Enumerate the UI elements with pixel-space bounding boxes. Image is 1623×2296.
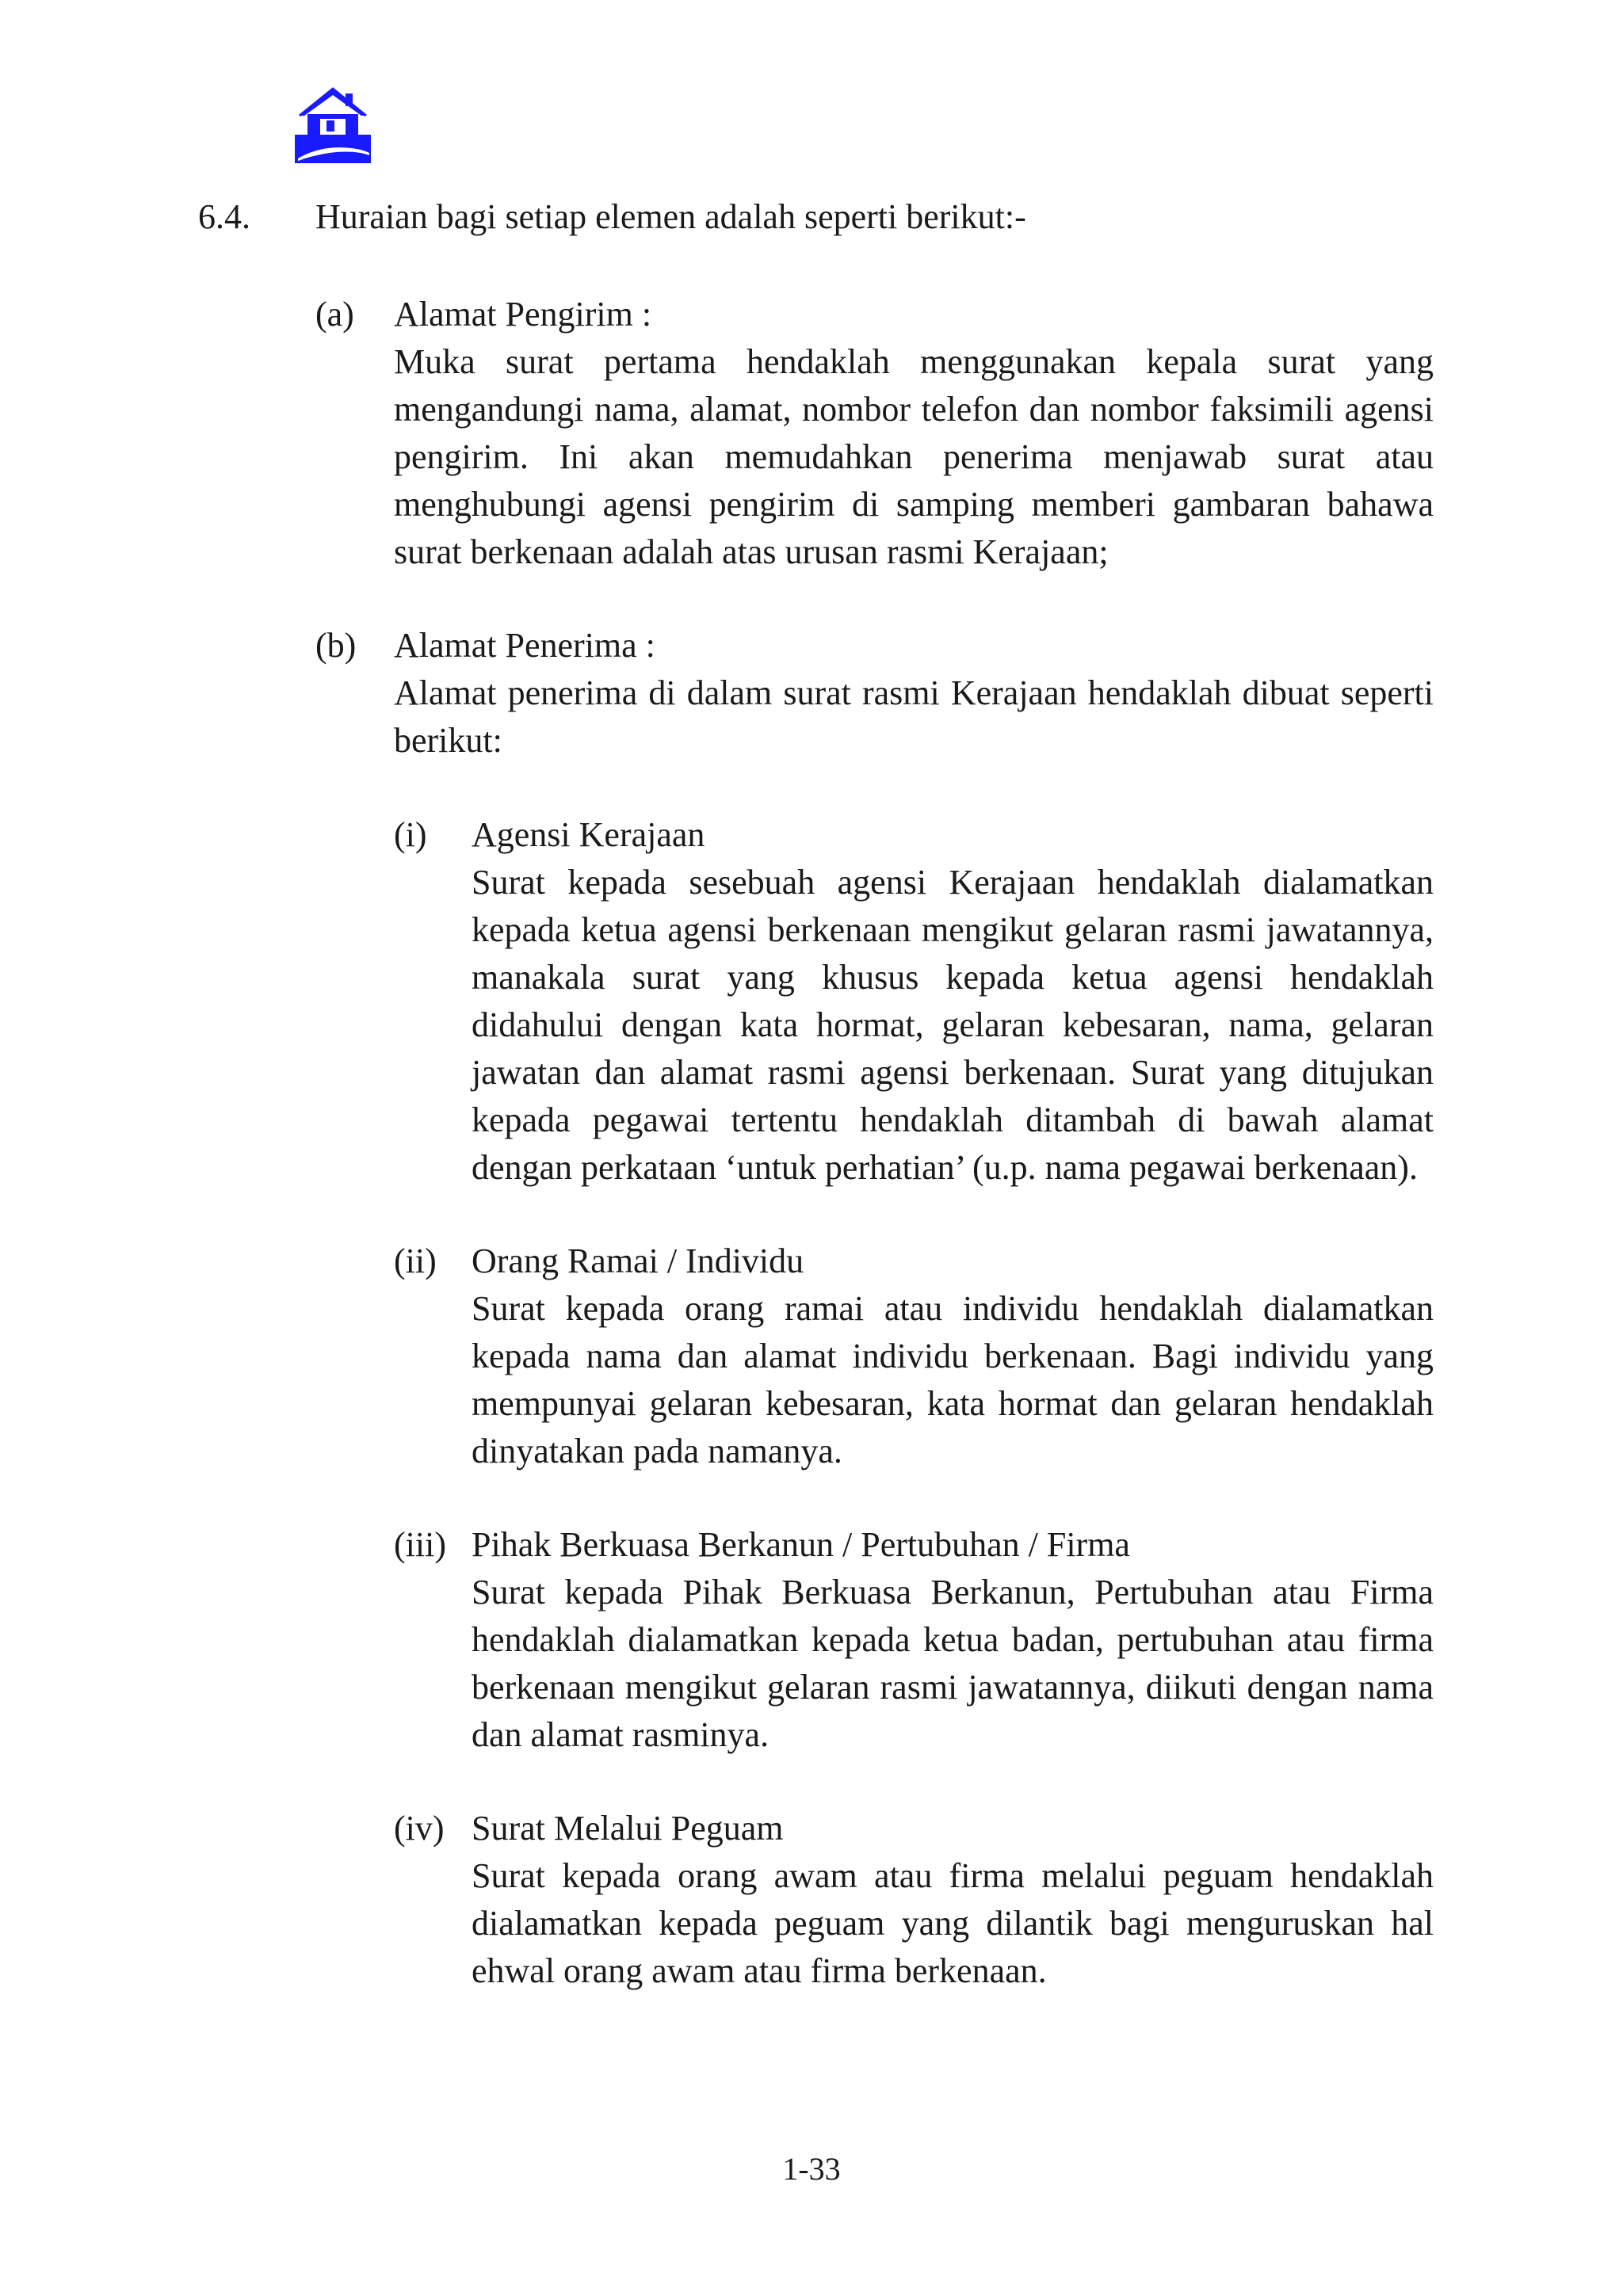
subitem-i-marker: (i) (394, 815, 427, 854)
page-number: 1-33 (782, 2151, 841, 2187)
item-b-title: Alamat Penerima : (394, 626, 655, 665)
item-a-title: Alamat Pengirim : (394, 295, 652, 334)
item-a-marker: (a) (315, 295, 354, 334)
subitem-ii-title: Orang Ramai / Individu (472, 1241, 804, 1280)
item-a-body: Muka surat pertama hendaklah menggunakan kepala surat yang mengandungi nama, alamat, nombor telefon dan nombor faksimili agensi pengirim. Ini akan memudahkan penerima menjawab surat atau menghubungi agensi pengirim di samping memberi gambaran bahawa surat berkenaan adalah atas urusan rasmi Kerajaan; (394, 342, 1434, 571)
subitem-iv-marker: (iv) (394, 1809, 445, 1848)
section-title: Huraian bagi setiap elemen adalah seperti berikut:- (315, 197, 1026, 236)
subitem-ii-marker: (ii) (394, 1241, 437, 1280)
subitem-i-title: Agensi Kerajaan (472, 815, 705, 854)
item-b-body: Alamat penerima di dalam surat rasmi Kerajaan hendaklah dibuat seperti berikut: (394, 673, 1434, 760)
subitem-iii-body: Surat kepada Pihak Berkuasa Berkanun, Pertubuhan atau Firma hendaklah dialamatkan kepada ketua badan, pertubuhan atau firma berkenaan mengikut gelaran rasmi jawatannya, diikuti dengan nama dan alamat rasminya. (472, 1573, 1434, 1754)
subitem-iv-body: Surat kepada orang awam atau firma melalui peguam hendaklah dialamatkan kepada peguam yang dilantik bagi menguruskan hal ehwal orang awam atau firma berkenaan. (472, 1856, 1434, 1990)
house-logo-icon (293, 86, 372, 165)
section-number: 6.4. (198, 197, 250, 236)
subitem-iii-marker: (iii) (394, 1525, 446, 1564)
subitem-i-body: Surat kepada sesebuah agensi Kerajaan hendaklah dialamatkan kepada ketua agensi berkenaan mengikut gelaran rasmi jawatannya, manakala surat yang khusus kepada ketua agensi hendaklah didahului dengan kata hormat, gelaran kebesaran, nama, gelaran jawatan dan alamat rasmi agensi berkenaan. Surat yang ditujukan kepada pegawai tertentu hendaklah ditambah di bawah alamat dengan perkataan ‘untuk perhatian’ (u.p. nama pegawai berkenaan). (472, 863, 1434, 1187)
subitem-iii-title: Pihak Berkuasa Berkanun / Pertubuhan / Firma (472, 1525, 1130, 1564)
subitem-iv-title: Surat Melalui Peguam (472, 1809, 784, 1848)
subitem-ii-body: Surat kepada orang ramai atau individu hendaklah dialamatkan kepada nama dan alamat individu berkenaan. Bagi individu yang mempunyai gelaran kebesaran, kata hormat dan gelaran hendaklah dinyatakan pada namanya. (472, 1289, 1434, 1470)
item-b-marker: (b) (315, 626, 357, 665)
